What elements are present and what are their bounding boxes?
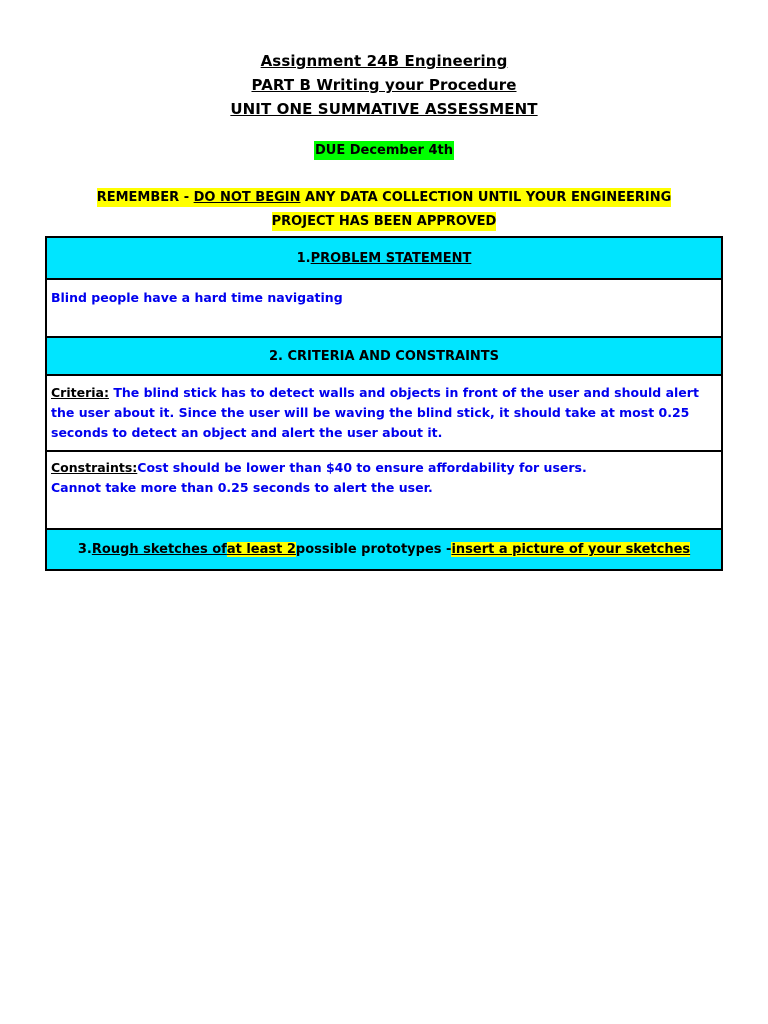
title-line-1: Assignment 24B Engineering <box>260 52 508 70</box>
sketches-part-4: insert a picture of your sketches <box>451 542 691 557</box>
constraints-line-1: Cost should be lower than $40 to ensure affordability for users. <box>137 460 587 475</box>
reminder-line-1 <box>97 188 672 207</box>
assessment-table <box>45 236 723 571</box>
problem-answer-text: Blind people have a hard time navigating <box>51 290 343 305</box>
problem-statement-header <box>47 238 721 280</box>
criteria-answer[interactable] <box>47 376 721 452</box>
reminder-line-2: PROJECT HAS BEEN APPROVED <box>271 214 497 229</box>
document-subtitle <box>0 76 768 94</box>
criteria-constraints-header <box>47 338 721 376</box>
reminder-prefix: REMEMBER - <box>96 190 194 205</box>
title-line-3: UNIT ONE SUMMATIVE ASSESSMENT <box>230 100 538 118</box>
sketches-part-3: possible prototypes - <box>295 542 452 557</box>
reminder-rest: ANY DATA COLLECTION UNTIL YOUR ENGINEERING <box>300 190 672 205</box>
problem-statement-answer[interactable] <box>47 280 721 338</box>
due-date-text: DUE December 4th <box>314 143 453 158</box>
sketches-number: 3. <box>77 542 92 557</box>
constraints-line-2: Cannot take more than 0.25 seconds to alert the user. <box>51 480 433 495</box>
problem-number: 1. <box>296 250 311 266</box>
due-date <box>0 143 768 158</box>
sketches-part-2: at least 2 <box>226 542 296 557</box>
criteria-heading: 2. CRITERIA AND CONSTRAINTS <box>268 348 500 364</box>
sketches-header <box>47 530 721 569</box>
reminder-emphasis: DO NOT BEGIN <box>193 190 301 205</box>
document-heading <box>0 100 768 118</box>
constraints-answer[interactable] <box>47 452 721 530</box>
sketches-part-1: Rough sketches of <box>91 542 227 557</box>
criteria-label: Criteria: <box>51 385 109 400</box>
title-line-2: PART B Writing your Procedure <box>251 76 517 94</box>
criteria-text: The blind stick has to detect walls and objects in front of the user and should alert the user about it. Since the user will be waving the blind stick, it should take at most 0.25 seconds to detect an object and alert the user about it. <box>51 385 699 440</box>
constraints-label: Constraints: <box>51 460 138 475</box>
problem-heading: PROBLEM STATEMENT <box>310 250 472 266</box>
document-title <box>0 52 768 70</box>
reminder-notice <box>50 186 718 234</box>
